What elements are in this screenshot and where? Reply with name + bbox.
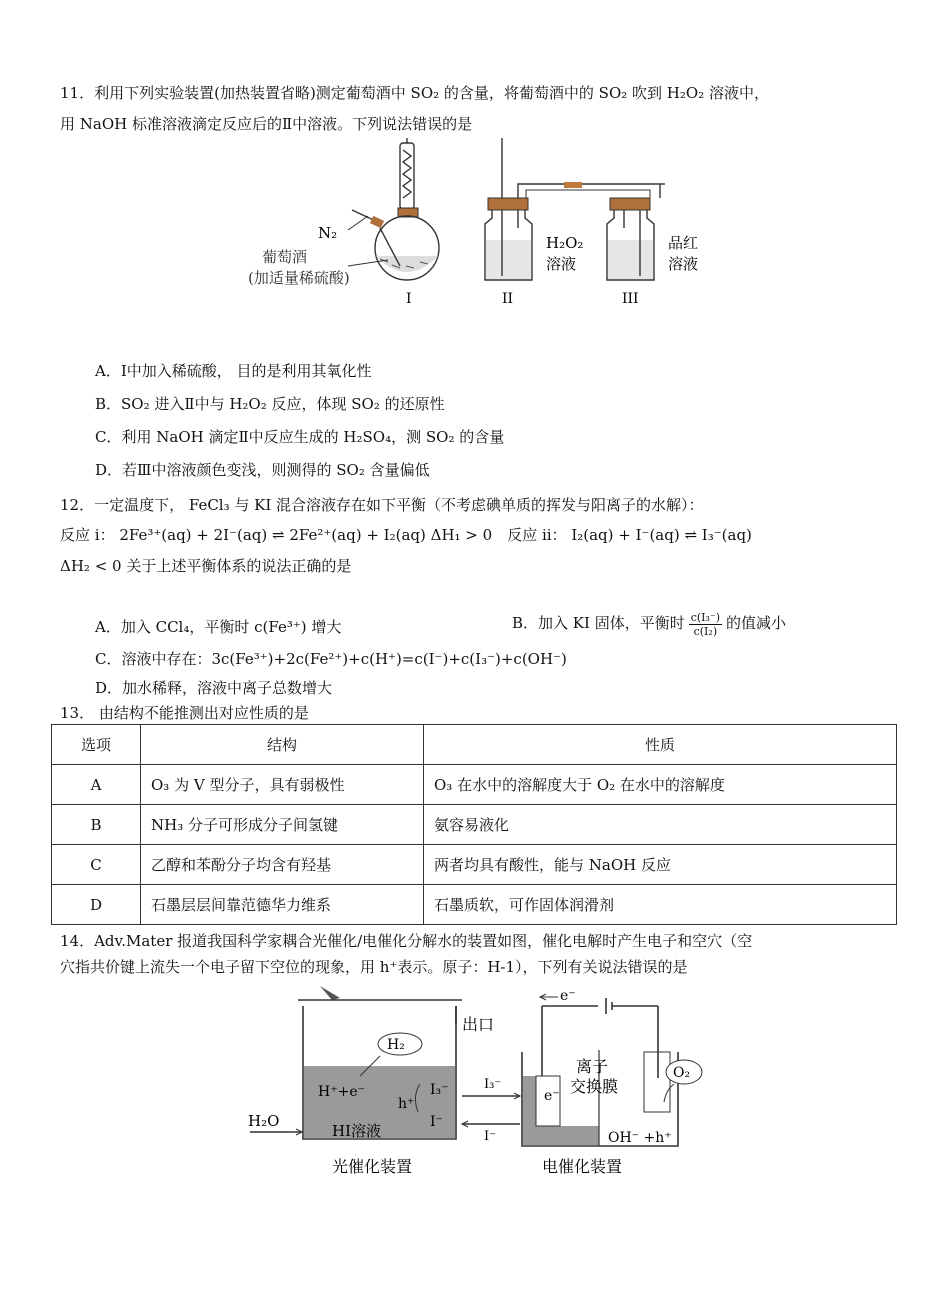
- pinred-solution-label: 溶液: [668, 255, 699, 273]
- q11-option-d: D．若Ⅲ中溶液颜色变浅，则测得的 SO₂ 含量偏低: [95, 461, 430, 479]
- h2o-label: H₂O: [248, 1112, 280, 1130]
- q12-option-d: D．加水稀释，溶液中离子总数增大: [95, 679, 333, 697]
- q11-option-a: A．Ⅰ中加入稀硫酸， 目的是利用其氧化性: [95, 362, 372, 380]
- q12-stem-line1: 12．一定温度下， FeCl₃ 与 KI 混合溶液存在如下平衡（不考虑碘单质的挥发与阳离子的水解）：: [60, 496, 704, 514]
- q14-device-figure: [240, 984, 710, 1184]
- q13-table: [51, 724, 897, 925]
- ratio-fraction: [689, 611, 722, 638]
- i3-transfer-label: I₃⁻: [484, 1077, 502, 1092]
- row-property: 氨容易液化: [424, 805, 897, 845]
- q12-stem-line3: ΔH₂ < 0 关于上述平衡体系的说法正确的是: [60, 557, 352, 575]
- q11-option-b: B．SO₂ 进入Ⅱ中与 H₂O₂ 反应，体现 SO₂ 的还原性: [95, 395, 445, 413]
- o2-label: O₂: [673, 1065, 691, 1081]
- i-minus-label: I⁻: [430, 1114, 443, 1130]
- row-option: C: [52, 845, 141, 885]
- table-row: [52, 805, 897, 845]
- h2-label: H₂: [387, 1037, 405, 1053]
- h2o2-solution-label: 溶液: [546, 255, 577, 273]
- q11-apparatus-figure: [240, 138, 710, 313]
- oh-h-label: OH⁻ +h⁺: [608, 1130, 672, 1146]
- row-structure: 石墨层层间靠范德华力维系: [141, 885, 424, 925]
- table-row: [52, 845, 897, 885]
- electro-device-label: 电催化装置: [542, 1157, 623, 1176]
- i3-label: I₃⁻: [430, 1082, 449, 1098]
- row-option: A: [52, 765, 141, 805]
- pinred-label: 品红: [668, 234, 699, 252]
- q11-stem-line1: 11．利用下列实验装置(加热装置省略)测定葡萄酒中 SO₂ 的含量，将葡萄酒中的 SO₂ 吹到 H₂O₂ 溶液中，: [60, 84, 769, 102]
- h-plus-e-label: H⁺+e⁻: [318, 1084, 366, 1100]
- row-property: O₃ 在水中的溶解度大于 O₂ 在水中的溶解度: [424, 765, 897, 805]
- q12-option-b-pre: B．加入 KI 固体，平衡时: [512, 614, 685, 632]
- q12-option-a: A．加入 CCl₄，平衡时 c(Fe³⁺) 增大: [95, 618, 342, 636]
- n2-label: N₂: [318, 224, 338, 242]
- outlet-label: 出口: [462, 1015, 495, 1034]
- header-option: 选项: [52, 725, 141, 765]
- photo-device-label: 光催化装置: [332, 1157, 413, 1176]
- row-option: B: [52, 805, 141, 845]
- q14-stem-line1: 14．Adv.Mater 报道我国科学家耦合光催化/电催化分解水的装置如图，催化电解时产生电子和空穴（空: [60, 932, 753, 950]
- condenser: [400, 138, 414, 209]
- row-structure: NH₃ 分子可形成分子间氢键: [141, 805, 424, 845]
- q12-option-b-post: 的值减小: [726, 614, 787, 632]
- wine-note-label: (加适量稀硫酸): [248, 269, 350, 287]
- header-structure: 结构: [141, 725, 424, 765]
- h2o2-label: H₂O₂: [546, 234, 584, 252]
- row-property: 两者均具有酸性，能与 NaOH 反应: [424, 845, 897, 885]
- hi-solution-label: HI溶液: [332, 1122, 382, 1140]
- q11-option-c: C．利用 NaOH 滴定Ⅱ中反应生成的 H₂SO₄，测 SO₂ 的含量: [95, 428, 505, 446]
- q12-option-c: C．溶液中存在：3c(Fe³⁺)+2c(Fe²⁺)+c(H⁺)=c(I⁻)+c(I₃⁻)+c(OH⁻): [95, 650, 567, 668]
- row-structure: 乙醇和苯酚分子均含有羟基: [141, 845, 424, 885]
- label-I: I: [406, 291, 412, 307]
- label-III: III: [622, 291, 639, 307]
- row-option: D: [52, 885, 141, 925]
- e-left-label: e⁻: [544, 1088, 560, 1104]
- q11-stem-line2: 用 NaOH 标准溶液滴定反应后的Ⅱ中溶液。下列说法错误的是: [60, 115, 473, 133]
- fraction-numerator: c(I₃⁻): [690, 610, 721, 624]
- q12-option-b: [512, 608, 786, 638]
- e-top-label: e⁻: [560, 988, 576, 1004]
- bottle-III: [607, 198, 654, 280]
- table-row: [52, 885, 897, 925]
- wine-label: 葡萄酒: [262, 248, 308, 266]
- membrane-label-1: 离子: [576, 1057, 609, 1076]
- header-property: 性质: [424, 725, 897, 765]
- q14-stem-line2: 穴指共价键上流失一个电子留下空位的现象，用 h⁺表示。原子：H-1），下列有关说法错误的是: [60, 958, 688, 976]
- hole-label: h⁺: [398, 1096, 415, 1112]
- label-II: II: [502, 291, 514, 307]
- row-structure: O₃ 为 V 型分子，具有弱极性: [141, 765, 424, 805]
- table-header-row: [52, 725, 897, 765]
- row-property: 石墨质软，可作固体润滑剂: [424, 885, 897, 925]
- q13-stem: 13． 由结构不能推测出对应性质的是: [60, 704, 309, 722]
- bottle-II: [485, 198, 532, 280]
- table-row: [52, 765, 897, 805]
- q12-stem-line2: 反应 i： 2Fe³⁺(aq) + 2I⁻(aq) ⇌ 2Fe²⁺(aq) + I₂(aq) ΔH₁ > 0 反应 ii： I₂(aq) + I⁻(aq) ⇌ I₃⁻(aq): [60, 526, 752, 544]
- membrane-label-2: 交换膜: [570, 1077, 619, 1096]
- fraction-denominator: c(I₂): [693, 624, 718, 638]
- i-transfer-label: I⁻: [484, 1129, 496, 1144]
